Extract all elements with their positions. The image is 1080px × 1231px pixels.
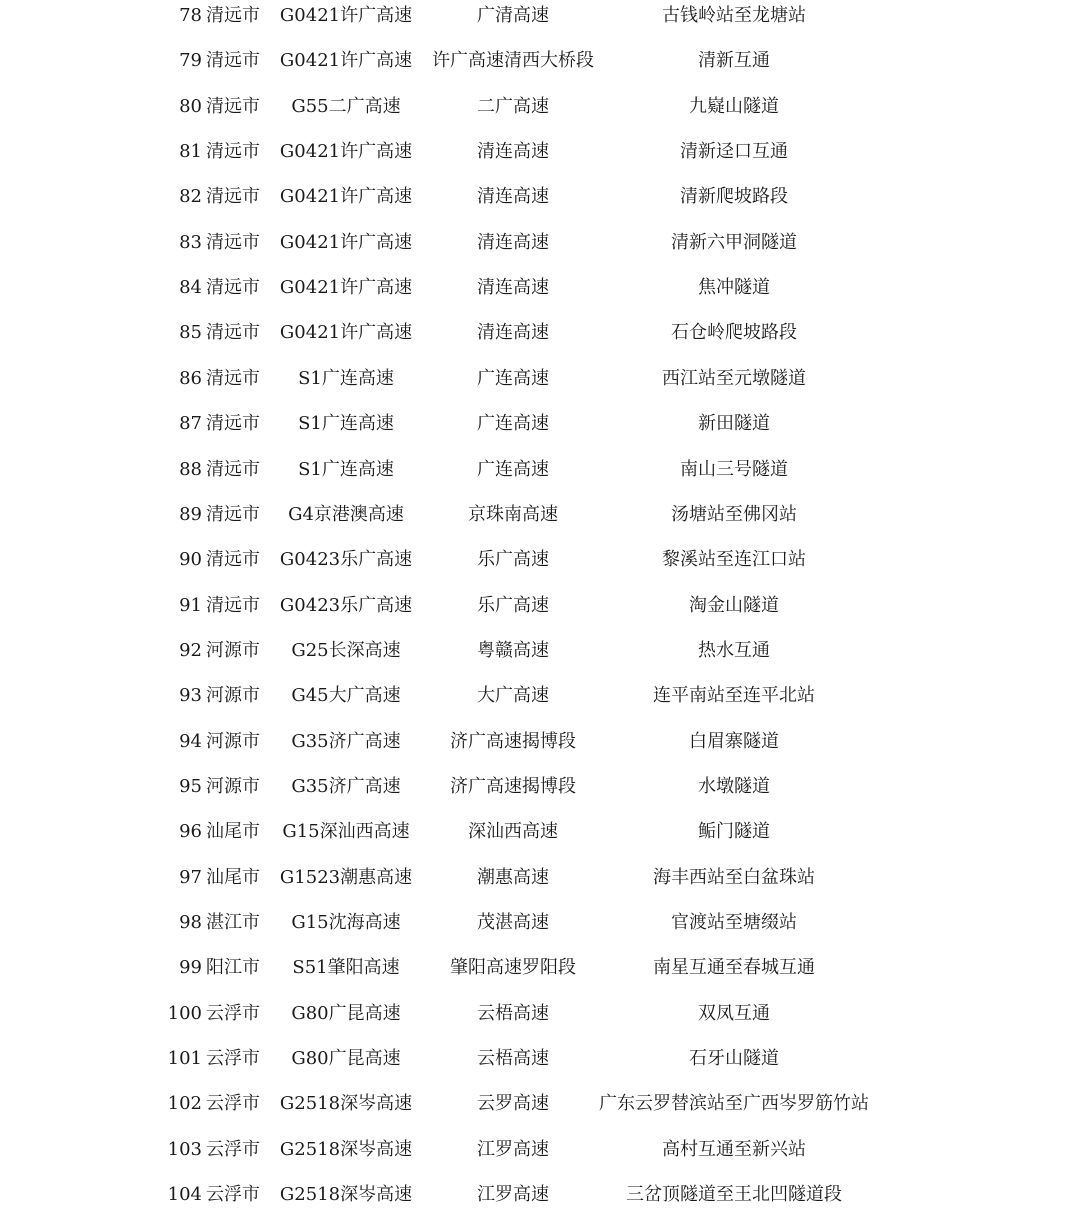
section-cell: 清连高速 (477, 231, 549, 253)
location-cell: 清新迳口互通 (680, 141, 788, 163)
row-number: 88 (179, 458, 202, 480)
row-number: 79 (179, 50, 202, 72)
table-row (0, 816, 1080, 861)
city-cell: 清远市 (206, 549, 260, 571)
row-number: 92 (179, 639, 202, 661)
section-cell: 清连高速 (477, 186, 549, 208)
highway-cell: S1广连高速 (298, 458, 394, 480)
section-cell: 清连高速 (477, 277, 549, 299)
highway-cell: G2518深岑高速 (279, 1138, 413, 1160)
row-number: 81 (179, 141, 202, 163)
location-cell: 官渡站至塘缀站 (671, 912, 797, 933)
table-row (0, 771, 1080, 816)
table-row (0, 499, 1080, 544)
city-cell: 清远市 (206, 413, 260, 435)
highway-cell: G0421许广高速 (279, 141, 413, 163)
location-cell: 古钱岭站至龙塘站 (662, 5, 806, 26)
table-row (0, 862, 1080, 907)
table-row (0, 181, 1080, 226)
row-number: 84 (179, 277, 202, 299)
location-cell: 清新互通 (698, 50, 770, 72)
table-row (0, 363, 1080, 408)
city-cell: 清远市 (206, 503, 260, 525)
section-cell: 乐广高速 (477, 549, 549, 571)
location-cell: 水墩隧道 (698, 775, 770, 797)
location-cell: 石牙山隧道 (689, 1048, 779, 1070)
city-cell: 清远市 (206, 277, 260, 299)
highway-cell: G80广昆高速 (291, 1002, 401, 1024)
highway-cell: G2518深岑高速 (279, 1093, 413, 1115)
section-cell: 江罗高速 (477, 1138, 549, 1160)
row-number: 89 (179, 503, 202, 525)
table-row (0, 227, 1080, 272)
location-cell: 鲘门隧道 (698, 821, 770, 843)
section-cell: 粤赣高速 (477, 639, 549, 661)
section-cell: 大广高速 (477, 685, 549, 707)
table-row (0, 590, 1080, 635)
row-number: 85 (179, 322, 202, 344)
highway-cell: G25长深高速 (291, 639, 401, 661)
row-number: 83 (179, 231, 202, 253)
location-cell: 西江站至元墩隧道 (662, 367, 806, 389)
highway-cell: G15沈海高速 (291, 912, 401, 933)
location-cell: 九嶷山隧道 (689, 95, 779, 117)
table-row (0, 907, 1080, 952)
city-cell: 清远市 (206, 186, 260, 208)
location-cell: 双凤互通 (698, 1002, 770, 1024)
location-cell: 海丰西站至白盆珠站 (653, 866, 815, 888)
table-row (0, 680, 1080, 725)
row-number: 94 (179, 730, 202, 752)
row-number: 103 (167, 1138, 202, 1160)
table-row (0, 1179, 1080, 1224)
row-number: 98 (179, 912, 202, 933)
highway-cell: G0421许广高速 (279, 5, 413, 26)
table-row (0, 272, 1080, 317)
section-cell: 茂湛高速 (477, 912, 549, 933)
row-number: 101 (167, 1048, 202, 1070)
table-row (0, 45, 1080, 90)
location-cell: 清新爬坡路段 (680, 186, 788, 208)
city-cell: 清远市 (206, 322, 260, 344)
city-cell: 阳江市 (206, 957, 260, 979)
table-row (0, 454, 1080, 499)
city-cell: 云浮市 (206, 1184, 260, 1206)
row-number: 96 (179, 821, 202, 843)
row-number: 87 (179, 413, 202, 435)
section-cell: 济广高速揭博段 (450, 775, 576, 797)
section-cell: 二广高速 (477, 95, 549, 117)
highway-cell: G35济广高速 (291, 730, 401, 752)
city-cell: 清远市 (206, 458, 260, 480)
location-cell: 热水互通 (698, 639, 770, 661)
table-row (0, 1134, 1080, 1179)
section-cell: 江罗高速 (477, 1184, 549, 1206)
section-cell: 济广高速揭博段 (450, 730, 576, 752)
highway-cell: G0421许广高速 (279, 277, 413, 299)
location-cell: 黎溪站至连江口站 (662, 549, 806, 571)
row-number: 97 (179, 866, 202, 888)
row-number: 104 (167, 1184, 202, 1206)
city-cell: 清远市 (206, 5, 260, 26)
location-cell: 淘金山隧道 (689, 594, 779, 616)
table-row (0, 136, 1080, 181)
row-number: 90 (179, 549, 202, 571)
section-cell: 潮惠高速 (477, 866, 549, 888)
city-cell: 清远市 (206, 95, 260, 117)
city-cell: 清远市 (206, 594, 260, 616)
city-cell: 清远市 (206, 50, 260, 72)
row-number: 80 (179, 95, 202, 117)
highway-cell: G15深汕西高速 (282, 821, 410, 843)
row-number: 82 (179, 186, 202, 208)
section-cell: 清连高速 (477, 322, 549, 344)
city-cell: 湛江市 (206, 912, 260, 933)
location-cell: 三岔顶隧道至王北凹隧道段 (626, 1184, 842, 1206)
highway-cell: G55二广高速 (291, 95, 401, 117)
location-cell: 石仓岭爬坡路段 (671, 322, 797, 344)
row-number: 78 (179, 5, 202, 26)
highway-cell: S1广连高速 (298, 413, 394, 435)
location-cell: 南星互通至春城互通 (653, 957, 815, 979)
section-cell: 广连高速 (477, 413, 549, 435)
section-cell: 肇阳高速罗阳段 (450, 957, 576, 979)
city-cell: 云浮市 (206, 1093, 260, 1115)
city-cell: 河源市 (206, 775, 260, 797)
section-cell: 广连高速 (477, 458, 549, 480)
highway-cell: G0421许广高速 (279, 322, 413, 344)
row-number: 91 (179, 594, 202, 616)
section-cell: 京珠南高速 (468, 503, 558, 525)
city-cell: 河源市 (206, 685, 260, 707)
highway-cell: G0423乐广高速 (279, 549, 413, 571)
location-cell: 清新六甲洞隧道 (671, 231, 797, 253)
highway-cell: G45大广高速 (291, 685, 401, 707)
location-cell: 焦冲隧道 (698, 277, 770, 299)
highway-cell: G4京港澳高速 (288, 503, 404, 525)
table-row (0, 998, 1080, 1043)
city-cell: 清远市 (206, 141, 260, 163)
highway-cell: G2518深岑高速 (279, 1184, 413, 1206)
highway-cell: G35济广高速 (291, 775, 401, 797)
location-cell: 南山三号隧道 (680, 458, 788, 480)
highway-cell: G80广昆高速 (291, 1048, 401, 1070)
row-number: 99 (179, 957, 202, 979)
table-row (0, 635, 1080, 680)
location-cell: 汤塘站至佛冈站 (671, 503, 797, 525)
location-cell: 广东云罗替滨站至广西岑罗筋竹站 (599, 1093, 869, 1115)
city-cell: 汕尾市 (206, 821, 260, 843)
location-cell: 连平南站至连平北站 (653, 685, 815, 707)
section-cell: 许广高速清西大桥段 (432, 50, 594, 72)
section-cell: 广连高速 (477, 367, 549, 389)
table-row (0, 1088, 1080, 1133)
table-row (0, 408, 1080, 453)
section-cell: 云梧高速 (477, 1002, 549, 1024)
table-row (0, 1043, 1080, 1088)
city-cell: 清远市 (206, 367, 260, 389)
row-number: 86 (179, 367, 202, 389)
section-cell: 深汕西高速 (468, 821, 558, 843)
highway-cell: G0423乐广高速 (279, 594, 413, 616)
section-cell: 乐广高速 (477, 594, 549, 616)
city-cell: 云浮市 (206, 1048, 260, 1070)
row-number: 93 (179, 685, 202, 707)
table-row (0, 952, 1080, 997)
city-cell: 河源市 (206, 639, 260, 661)
table-row (0, 544, 1080, 589)
row-number: 95 (179, 775, 202, 797)
city-cell: 云浮市 (206, 1002, 260, 1024)
table-row (0, 726, 1080, 771)
table-row (0, 0, 1080, 45)
location-cell: 新田隧道 (698, 413, 770, 435)
highway-cell: S1广连高速 (298, 367, 394, 389)
table-row (0, 317, 1080, 362)
section-cell: 清连高速 (477, 141, 549, 163)
highway-cell: G0421许广高速 (279, 186, 413, 208)
highway-cell: S51肇阳高速 (292, 957, 400, 979)
highway-cell: G1523潮惠高速 (279, 866, 413, 888)
highway-cell: G0421许广高速 (279, 231, 413, 253)
section-cell: 云罗高速 (477, 1093, 549, 1115)
city-cell: 清远市 (206, 231, 260, 253)
city-cell: 云浮市 (206, 1138, 260, 1160)
row-number: 100 (167, 1002, 202, 1024)
table-row (0, 91, 1080, 136)
location-cell: 白眉寨隧道 (689, 730, 779, 752)
section-cell: 广清高速 (477, 5, 549, 26)
highway-cell: G0421许广高速 (279, 50, 413, 72)
location-cell: 高村互通至新兴站 (662, 1138, 806, 1160)
city-cell: 汕尾市 (206, 866, 260, 888)
section-cell: 云梧高速 (477, 1048, 549, 1070)
row-number: 102 (167, 1093, 202, 1115)
city-cell: 河源市 (206, 730, 260, 752)
